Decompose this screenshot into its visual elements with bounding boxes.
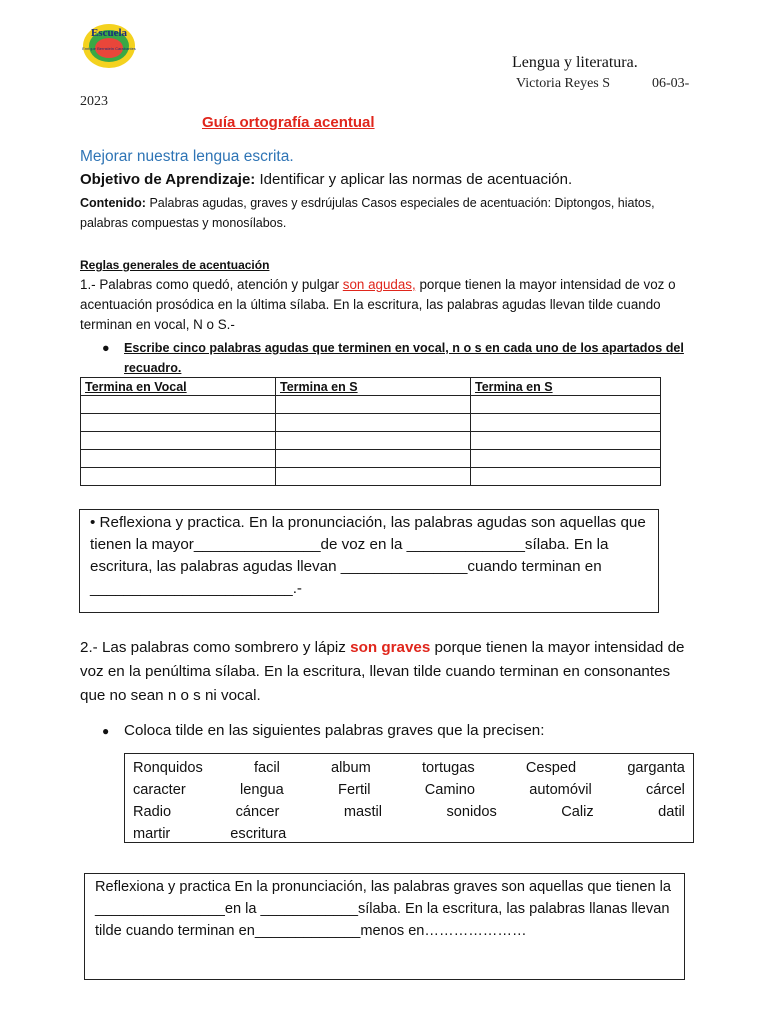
table-row <box>81 450 661 468</box>
table-cell[interactable] <box>276 432 471 450</box>
table-cell[interactable] <box>471 450 661 468</box>
graves-reflection-box: Reflexiona y practica En la pronunciación, las palabras graves son aquellas que tienen la ________________en la ____________sílaba. En la escritura, las palabras llanas llevan tilde cuando terminan en_____________menos en………………… <box>84 873 685 980</box>
word-item: cárcel <box>646 782 685 798</box>
table-row <box>81 396 661 414</box>
word-row-1 <box>133 757 685 779</box>
word-item: Fertil <box>338 782 371 798</box>
subject-heading: Lengua y literatura. <box>512 54 638 71</box>
word-item: caracter <box>133 782 186 798</box>
section2-highlight: son graves <box>350 639 431 656</box>
table-header-vocal: Termina en Vocal <box>81 378 276 396</box>
word-row-2 <box>133 779 685 801</box>
word-item: Caliz <box>561 804 594 820</box>
word-item: martir <box>133 826 171 842</box>
document-subtitle: Mejorar nuestra lengua escrita. <box>80 148 294 165</box>
word-row-3 <box>133 801 685 823</box>
agudas-table <box>80 377 661 486</box>
table-cell[interactable] <box>276 468 471 486</box>
word-item: automóvil <box>529 782 592 798</box>
word-item: Radio <box>133 804 172 820</box>
word-item: Cesped <box>525 760 577 776</box>
graves-word-box <box>124 753 694 843</box>
table-cell[interactable] <box>81 396 276 414</box>
section2-text-before: 2.- Las palabras como sombrero y lápiz <box>80 639 351 656</box>
section1-instruction <box>104 338 694 378</box>
section2-paragraph <box>80 636 690 708</box>
learning-objective <box>80 171 572 188</box>
table-cell[interactable] <box>471 432 661 450</box>
document-title: Guía ortografía acentual <box>202 114 375 131</box>
author-name: Victoria Reyes S <box>516 76 611 91</box>
section1-text-after: porque tienen la mayor intensidad de voz o acentuación prosódica en la última sílaba. En la escritura, las palabras agudas llevan tilde cuando terminan en vocal, N o S.- <box>80 277 676 332</box>
table-row <box>81 432 661 450</box>
word-item: lengua <box>239 782 284 798</box>
table-row <box>81 468 661 486</box>
word-item: mastil <box>343 804 382 820</box>
table-row <box>81 414 661 432</box>
bullet-icon: ● <box>102 724 110 738</box>
date-part1: 06-03- <box>652 76 690 91</box>
word-item: Ronquidos <box>133 760 203 776</box>
table-header-s1: Termina en S <box>276 378 471 396</box>
content-summary <box>80 193 700 233</box>
bullet-icon: ● <box>102 341 110 355</box>
date-part2: 2023 <box>80 94 108 109</box>
agudas-reflection-box: • Reflexiona y practica. En la pronunciación, las palabras agudas son aquellas que tienen la mayor_______________de voz en la ______________sílaba. En la escritura, las palabras agudas llevan _______________cuando terminan en ________________________.- <box>79 509 659 613</box>
section1-highlight: son agudas, <box>342 277 416 292</box>
table-cell[interactable] <box>81 468 276 486</box>
word-item: datil <box>658 804 685 820</box>
word-item: sonidos <box>446 804 497 820</box>
section2-instruction <box>104 720 704 742</box>
table-header-row <box>81 378 661 396</box>
table-cell[interactable] <box>471 468 661 486</box>
logo-subtext: Enrique Bernstein Carabantes <box>82 46 136 51</box>
table-cell[interactable] <box>276 414 471 432</box>
content-label: Contenido: <box>80 196 146 210</box>
objective-text: Identificar y aplicar las normas de acentuación. <box>255 171 573 188</box>
objective-label: Objetivo de Aprendizaje: <box>80 171 256 188</box>
table-cell[interactable] <box>276 396 471 414</box>
table-cell[interactable] <box>81 414 276 432</box>
word-item: album <box>331 760 371 776</box>
word-item: tortugas <box>421 760 475 776</box>
section1-paragraph <box>80 275 700 335</box>
word-item: facil <box>253 760 280 776</box>
rules-heading: Reglas generales de acentuación <box>80 258 270 272</box>
word-item: Camino <box>424 782 476 798</box>
word-item: escritura <box>230 826 287 842</box>
section1-text-before: 1.- Palabras como quedó, atención y pulgar <box>80 277 343 292</box>
section2-text-after: porque tienen la mayor intensidad de voz en la penúltima sílaba. En la escritura, llevan tilde cuando terminan en consonantes que no sean n o s ni vocal. <box>80 639 685 704</box>
table-cell[interactable] <box>471 414 661 432</box>
table-cell[interactable] <box>471 396 661 414</box>
logo-text: Escuela <box>90 27 128 39</box>
table-cell[interactable] <box>276 450 471 468</box>
word-row-4 <box>133 823 685 845</box>
word-item: garganta <box>627 760 685 776</box>
table-cell[interactable] <box>81 432 276 450</box>
table-header-s2: Termina en S <box>471 378 661 396</box>
word-item: cáncer <box>235 804 280 820</box>
school-logo <box>78 20 140 70</box>
table-cell[interactable] <box>81 450 276 468</box>
section2-instruction-text: Coloca tilde en las siguientes palabras graves que la precisen: <box>124 722 545 739</box>
section1-instruction-text: Escribe cinco palabras agudas que terminen en vocal, n o s en cada uno de los apartados del recuadro. <box>124 341 684 375</box>
content-text: Palabras agudas, graves y esdrújulas Casos especiales de acentuación: Diptongos, hiatos, palabras compuestas y monosílabos. <box>80 196 655 230</box>
